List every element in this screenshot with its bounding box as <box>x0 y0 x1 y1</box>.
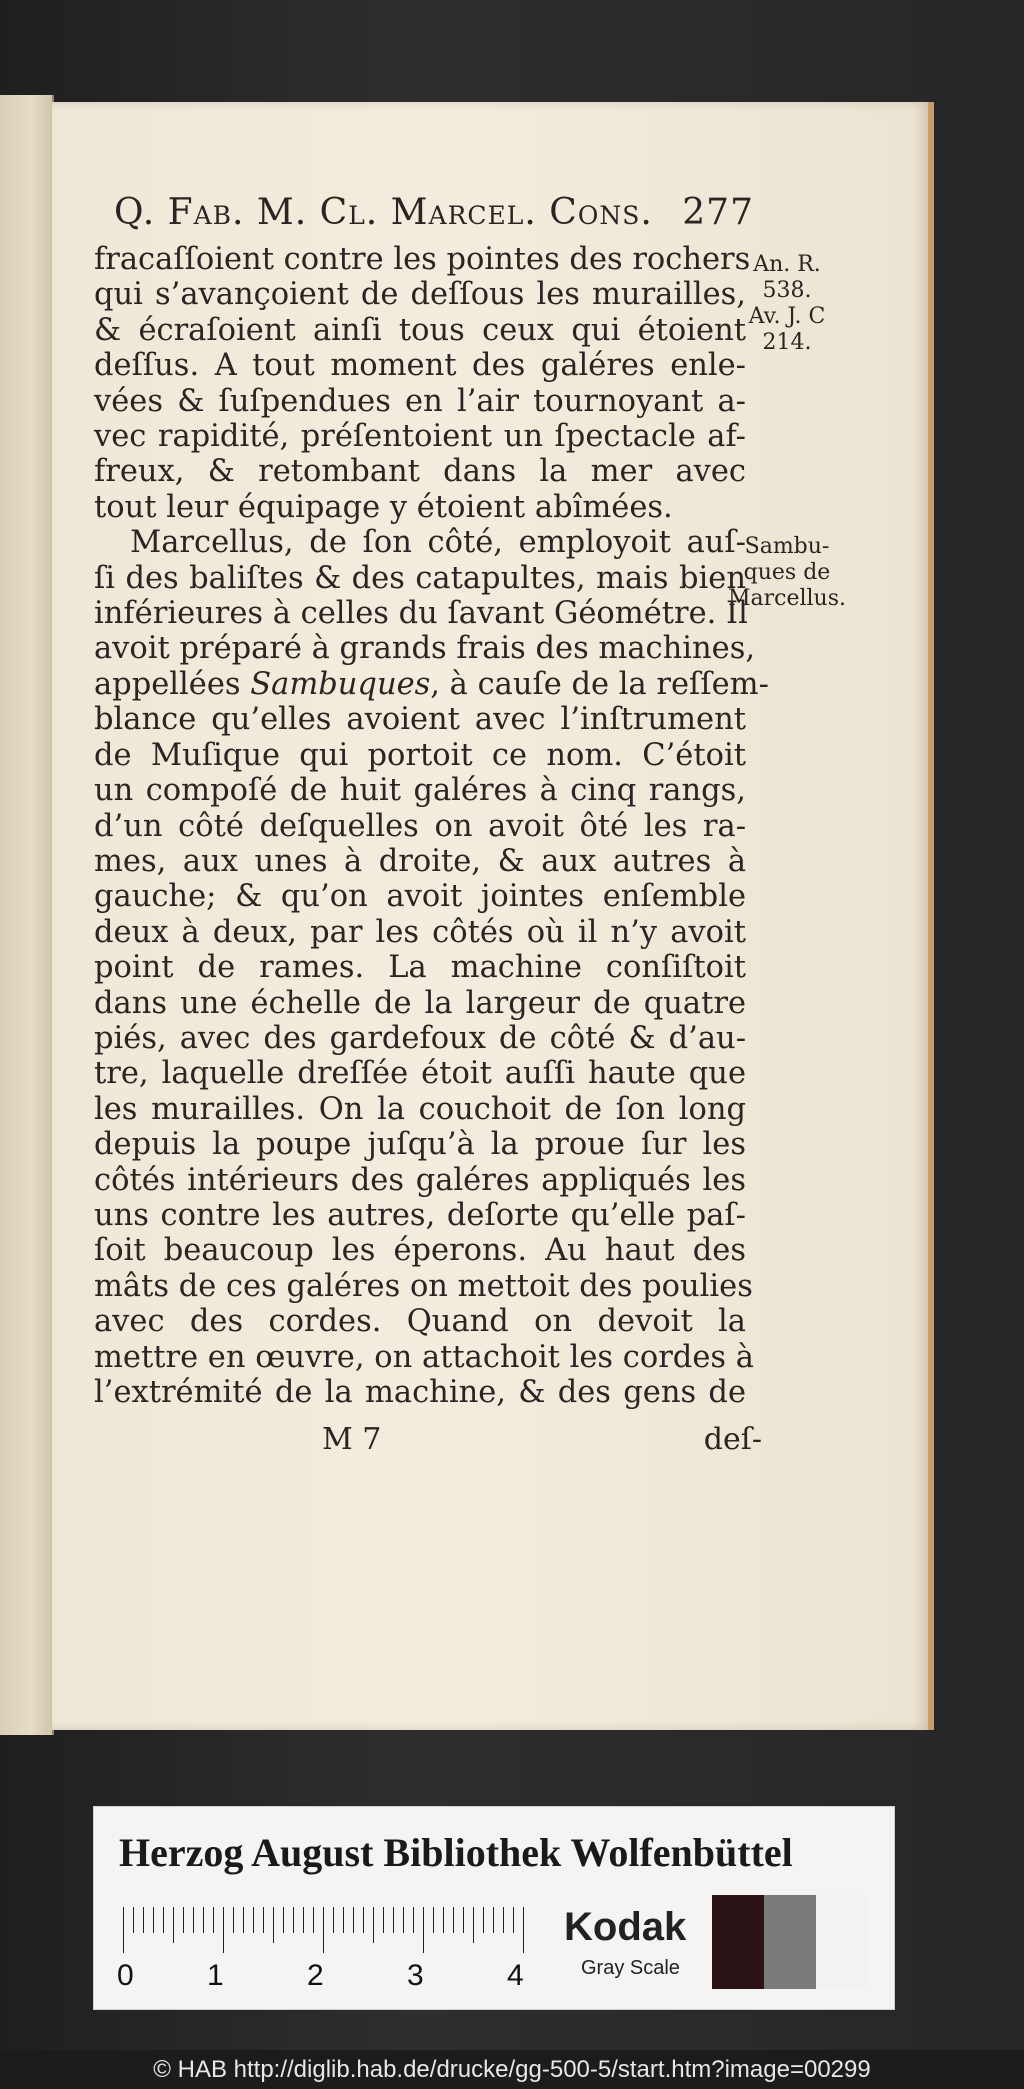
text-line: l’extrémité de la machine, & des gens de <box>94 1375 746 1410</box>
ruler-tick <box>363 1907 364 1933</box>
text-line: deſſus. A tout moment des galéres enle- <box>94 348 746 384</box>
text-line: d’un côté deſquelles on avoit ôté les ra- <box>94 808 746 844</box>
text-line: vées & ſuſpendues en l’air tournoyant a- <box>94 383 746 419</box>
margin-note-date <box>712 252 862 356</box>
text-line: depuis la poupe juſqu’à la proue ſur les <box>94 1127 746 1163</box>
ruler-tick <box>183 1907 184 1933</box>
text-line: point de rames. La machine conſiſtoit <box>94 950 746 986</box>
ruler-tick <box>163 1907 164 1933</box>
text-line: de Muſique qui portoit ce nom. C’étoit <box>94 737 746 773</box>
text-line: qui s’avançoient de deſſous les murailles, <box>94 277 746 313</box>
ruler-number: 3 <box>407 1959 424 1992</box>
ruler-tick <box>123 1907 124 1953</box>
ruler-tick <box>233 1907 234 1933</box>
signature-mark: M 7 <box>322 1422 382 1457</box>
text-line: inférieures à celles du ſavant Géométre. Il <box>94 596 748 632</box>
previous-page-text-fragments <box>42 295 46 1495</box>
text-line: dans une échelle de la largeur de quatre <box>94 985 746 1021</box>
kodak-logo: Kodak <box>564 1905 687 1949</box>
text-line: Marcellus, de ſon côté, employoit auſ- <box>130 525 746 561</box>
margin-note-line: Av. J. C <box>748 304 826 329</box>
ruler-tick <box>383 1907 384 1933</box>
ruler-tick <box>423 1907 424 1953</box>
text-line: & écraſoient ainſi tous ceux qui étoient <box>94 312 746 348</box>
margin-note-line: An. R. <box>753 252 821 277</box>
ruler-tick <box>473 1907 474 1943</box>
ruler-tick <box>153 1907 154 1933</box>
text-line: côtés intérieurs des galéres appliqués les <box>94 1162 746 1198</box>
ruler-tick <box>453 1907 454 1933</box>
page-number: 277 <box>682 192 754 233</box>
text-line: avoit préparé à grands frais des machines, <box>94 631 756 667</box>
ruler-tick <box>253 1907 254 1933</box>
text-line: fracaſſoient contre les pointes des rochers <box>94 242 751 277</box>
text-line: mes, aux unes à droite, & aux autres à <box>94 843 746 879</box>
ruler-tick <box>273 1907 274 1943</box>
italic-term: Sambuques <box>250 666 431 702</box>
text-line: piés, avec des gardefoux de côté & d’au- <box>94 1020 746 1056</box>
ruler-tick <box>373 1907 374 1943</box>
running-head-title: Q. Fab. M. Cl. Marcel. Cons. <box>114 192 653 233</box>
text-line: ſi des baliſtes & des catapultes, mais bien <box>94 560 746 596</box>
ruler-tick <box>343 1907 344 1933</box>
ruler-tick <box>493 1907 494 1933</box>
ruler-tick <box>393 1907 394 1933</box>
library-name: Herzog August Bibliothek Wolfenbüttel <box>119 1830 793 1875</box>
ruler-tick <box>303 1907 304 1933</box>
text-line: deux à deux, par les côtés où il n’y avoit <box>94 914 746 950</box>
ruler-tick <box>193 1907 194 1933</box>
text-line: tout leur équipage y étoient abîmées. <box>94 489 673 525</box>
ruler-tick <box>403 1907 404 1933</box>
footer-credit: © HAB http://diglib.hab.de/drucke/gg-500-5/start.htm?image=00299 <box>0 2050 1024 2089</box>
ruler-tick <box>443 1907 444 1933</box>
ruler-tick <box>353 1907 354 1933</box>
ruler-tick <box>503 1907 504 1933</box>
ruler-tick <box>513 1907 514 1933</box>
color-calibration-card <box>93 1806 895 2010</box>
margin-note-line: ques de <box>743 560 831 585</box>
catchword: deſ- <box>703 1422 762 1457</box>
margin-note-topic <box>712 534 862 612</box>
text-line: tre, laquelle dreſſée étoit auſſi haute que <box>94 1056 746 1092</box>
ruler-tick <box>243 1907 244 1933</box>
text-line: mâts de ces galéres on mettoit des poulies <box>94 1268 753 1304</box>
ruler-tick <box>413 1907 414 1933</box>
running-head <box>114 192 754 233</box>
gray-patch-dark <box>712 1895 764 1989</box>
ruler-tick <box>313 1907 314 1933</box>
gray-patch-light <box>816 1895 868 1989</box>
margin-note-line: 214. <box>762 330 812 355</box>
ruler-tick <box>203 1907 204 1933</box>
ruler-tick <box>143 1907 144 1933</box>
text-line: un compoſé de huit galéres à cinq rangs, <box>94 773 746 809</box>
text-line: freux, & retombant dans la mer avec <box>94 454 746 490</box>
ruler-tick <box>213 1907 214 1933</box>
ruler-tick <box>483 1907 484 1933</box>
text-line: les murailles. On la couchoit de ſon long <box>94 1091 746 1127</box>
ruler-tick <box>293 1907 294 1933</box>
book-page <box>52 102 934 1730</box>
ruler-tick <box>333 1907 334 1933</box>
previous-page-edge <box>0 95 54 1735</box>
body-text <box>94 242 769 1410</box>
text-line: vec rapidité, préſentoient un ſpectacle af- <box>94 419 746 455</box>
ruler-number: 0 <box>117 1959 134 1992</box>
ruler-number: 4 <box>507 1959 524 1992</box>
ruler-tick <box>133 1907 134 1933</box>
gray-patch-mid <box>764 1895 816 1989</box>
ruler-tick <box>283 1907 284 1933</box>
ruler-number: 2 <box>307 1959 324 1992</box>
ruler-number: 1 <box>207 1959 224 1992</box>
text-line: uns contre les autres, deſorte qu’elle paſ- <box>94 1197 746 1233</box>
ruler-tick <box>323 1907 324 1953</box>
ruler-tick <box>263 1907 264 1933</box>
margin-note-line: 538. <box>762 278 812 303</box>
margin-note-line: Sambu- <box>744 534 830 559</box>
ruler-tick <box>173 1907 174 1943</box>
text-line: gauche; & qu’on avoit jointes enſemble <box>94 879 746 915</box>
ruler-tick <box>523 1907 524 1953</box>
gray-scale-label: Gray Scale <box>581 1957 680 1979</box>
text-line: appellées Sambuques, à cauſe de la reſſem- <box>94 666 769 702</box>
text-line: avec des cordes. Quand on devoit la <box>94 1304 746 1340</box>
text-line: blance qu’elles avoient avec l’inſtrument <box>94 702 746 738</box>
ruler-tick <box>223 1907 224 1953</box>
margin-note-line: Marcellus. <box>727 586 847 611</box>
measurement-ruler <box>119 1907 539 1999</box>
text-line: mettre en œuvre, on attachoit les cordes à <box>94 1339 754 1375</box>
text-line: ſoit beaucoup les éperons. Au haut des <box>94 1233 746 1269</box>
ruler-tick <box>433 1907 434 1933</box>
ruler-tick <box>463 1907 464 1933</box>
